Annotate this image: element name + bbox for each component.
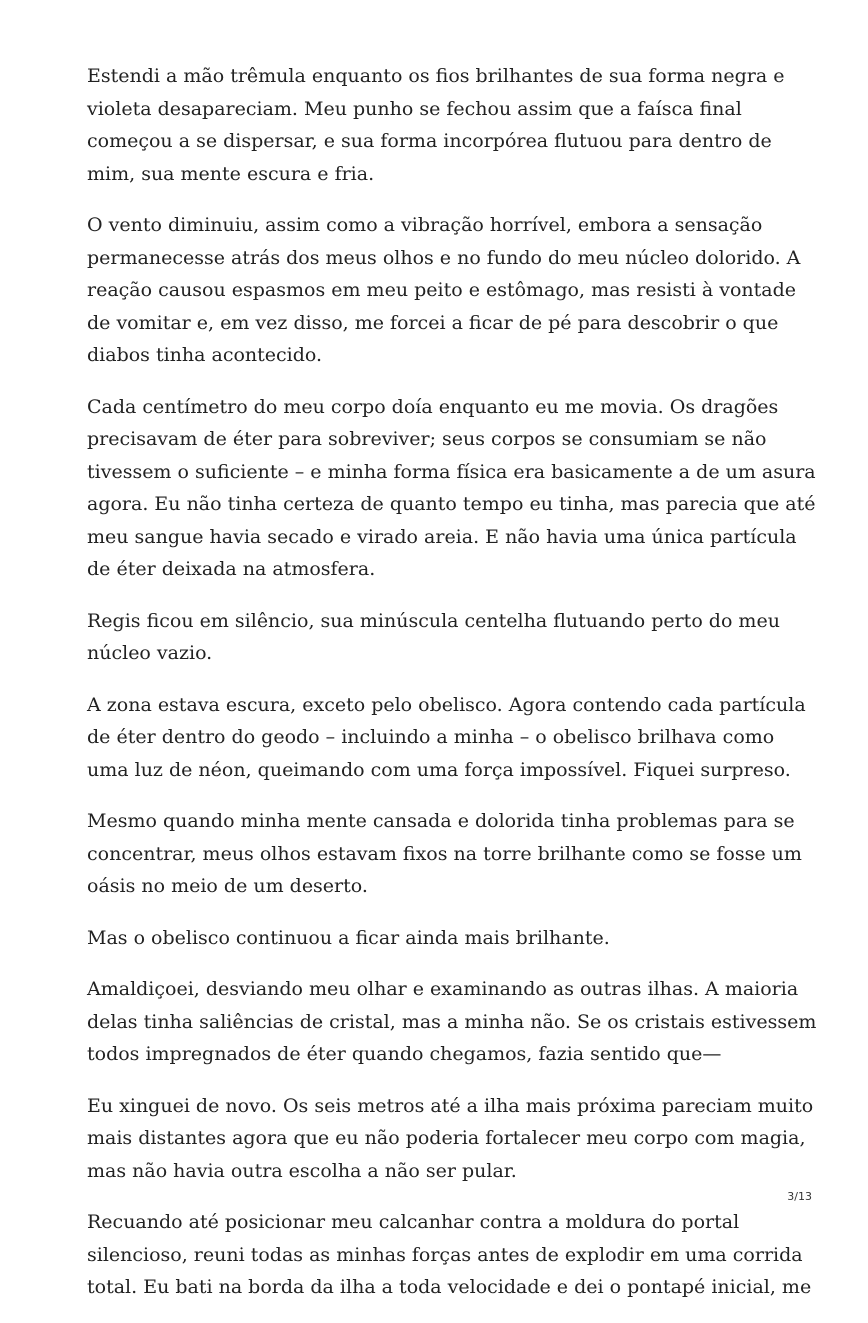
paragraph-2: [87, 209, 801, 372]
text-line: uma luz de néon, queimando com uma força impossível. Fiquei surpreso.: [87, 758, 791, 781]
text-line: permanecesse atrás dos meus olhos e no fundo do meu núcleo dolorido. A: [87, 246, 801, 269]
page-number: 3/13: [787, 1190, 812, 1203]
text-line: Cada centímetro do meu corpo doía enquanto eu me movia. Os dragões: [87, 395, 779, 418]
text-line: silencioso, reuni todas as minhas forças antes de explodir em uma corrida: [87, 1243, 803, 1266]
text-line: tivessem o suficiente – e minha forma física era basicamente a de um asura: [87, 460, 816, 483]
paragraph-8: [87, 973, 817, 1071]
text-line: mais distantes agora que eu não poderia fortalecer meu corpo com magia,: [87, 1127, 806, 1149]
paragraph-1: [87, 60, 787, 190]
text-line: de vomitar e, em vez disso, me forcei a ficar de pé para descobrir o que: [87, 311, 779, 334]
text-line: Regis ficou em silêncio, sua minúscula centelha flutuando perto do meu: [87, 609, 780, 632]
text-line: oásis no meio de um deserto.: [87, 875, 368, 897]
text-line: reação causou espasmos em meu peito e estômago, mas resisti à vontade: [87, 279, 797, 301]
text-line: O vento diminuiu, assim como a vibração horrível, embora a sensação: [87, 214, 763, 236]
text-line: Mas o obelisco continuou a ficar ainda mais brilhante.: [87, 926, 610, 949]
text-line: violeta desapareciam. Meu punho se fechou assim que a faísca final: [87, 97, 742, 120]
text-line: mim, sua mente escura e fria.: [87, 162, 375, 185]
text-line: Eu xinguei de novo. Os seis metros até a ilha mais próxima pareciam muito: [87, 1094, 814, 1117]
text-line: núcleo vazio.: [87, 642, 213, 664]
paragraph-4: [87, 605, 787, 670]
paragraph-9: [87, 1090, 814, 1188]
text-line: diabos tinha acontecido.: [87, 344, 323, 366]
text-line: Estendi a mão trêmula enquanto os fios brilhantes de sua forma negra e: [87, 65, 785, 87]
paragraph-3: [87, 391, 816, 586]
paragraph-5: [87, 689, 806, 787]
paragraph-10: [87, 1206, 812, 1304]
text-line: Mesmo quando minha mente cansada e dolorida tinha problemas para se: [87, 810, 795, 832]
text-line: começou a se dispersar, e sua forma incorpórea flutuou para dentro de: [87, 130, 772, 152]
text-line: de éter dentro do geodo – incluindo a minha – o obelisco brilhava como: [87, 726, 775, 748]
text-line: agora. Eu não tinha certeza de quanto tempo eu tinha, mas parecia que até: [87, 493, 816, 515]
text-line: precisavam de éter para sobreviver; seus corpos se consumiam se não: [87, 428, 767, 450]
text-line: de éter deixada na atmosfera.: [87, 558, 376, 580]
paragraph-6: [87, 805, 802, 903]
text-line: delas tinha saliências de cristal, mas a minha não. Se os cristais estivessem: [87, 1010, 817, 1033]
paragraph-7: [87, 922, 787, 955]
text-line: Recuando até posicionar meu calcanhar contra a moldura do portal: [87, 1211, 740, 1233]
text-line: total. Eu bati na borda da ilha a toda velocidade e dei o pontapé inicial, me: [87, 1276, 812, 1298]
text-line: Amaldiçoei, desviando meu olhar e examinando as outras ilhas. A maioria: [87, 978, 799, 1000]
text-line: meu sangue havia secado e virado areia. E não havia uma única partícula: [87, 525, 797, 548]
text-line: concentrar, meus olhos estavam fixos na torre brilhante como se fosse um: [87, 842, 802, 865]
text-line: todos impregnados de éter quando chegamos, fazia sentido que—: [87, 1043, 722, 1065]
text-line: A zona estava escura, exceto pelo obelisco. Agora contendo cada partícula: [87, 693, 806, 716]
text-line: mas não havia outra escolha a não ser pular.: [87, 1159, 517, 1182]
